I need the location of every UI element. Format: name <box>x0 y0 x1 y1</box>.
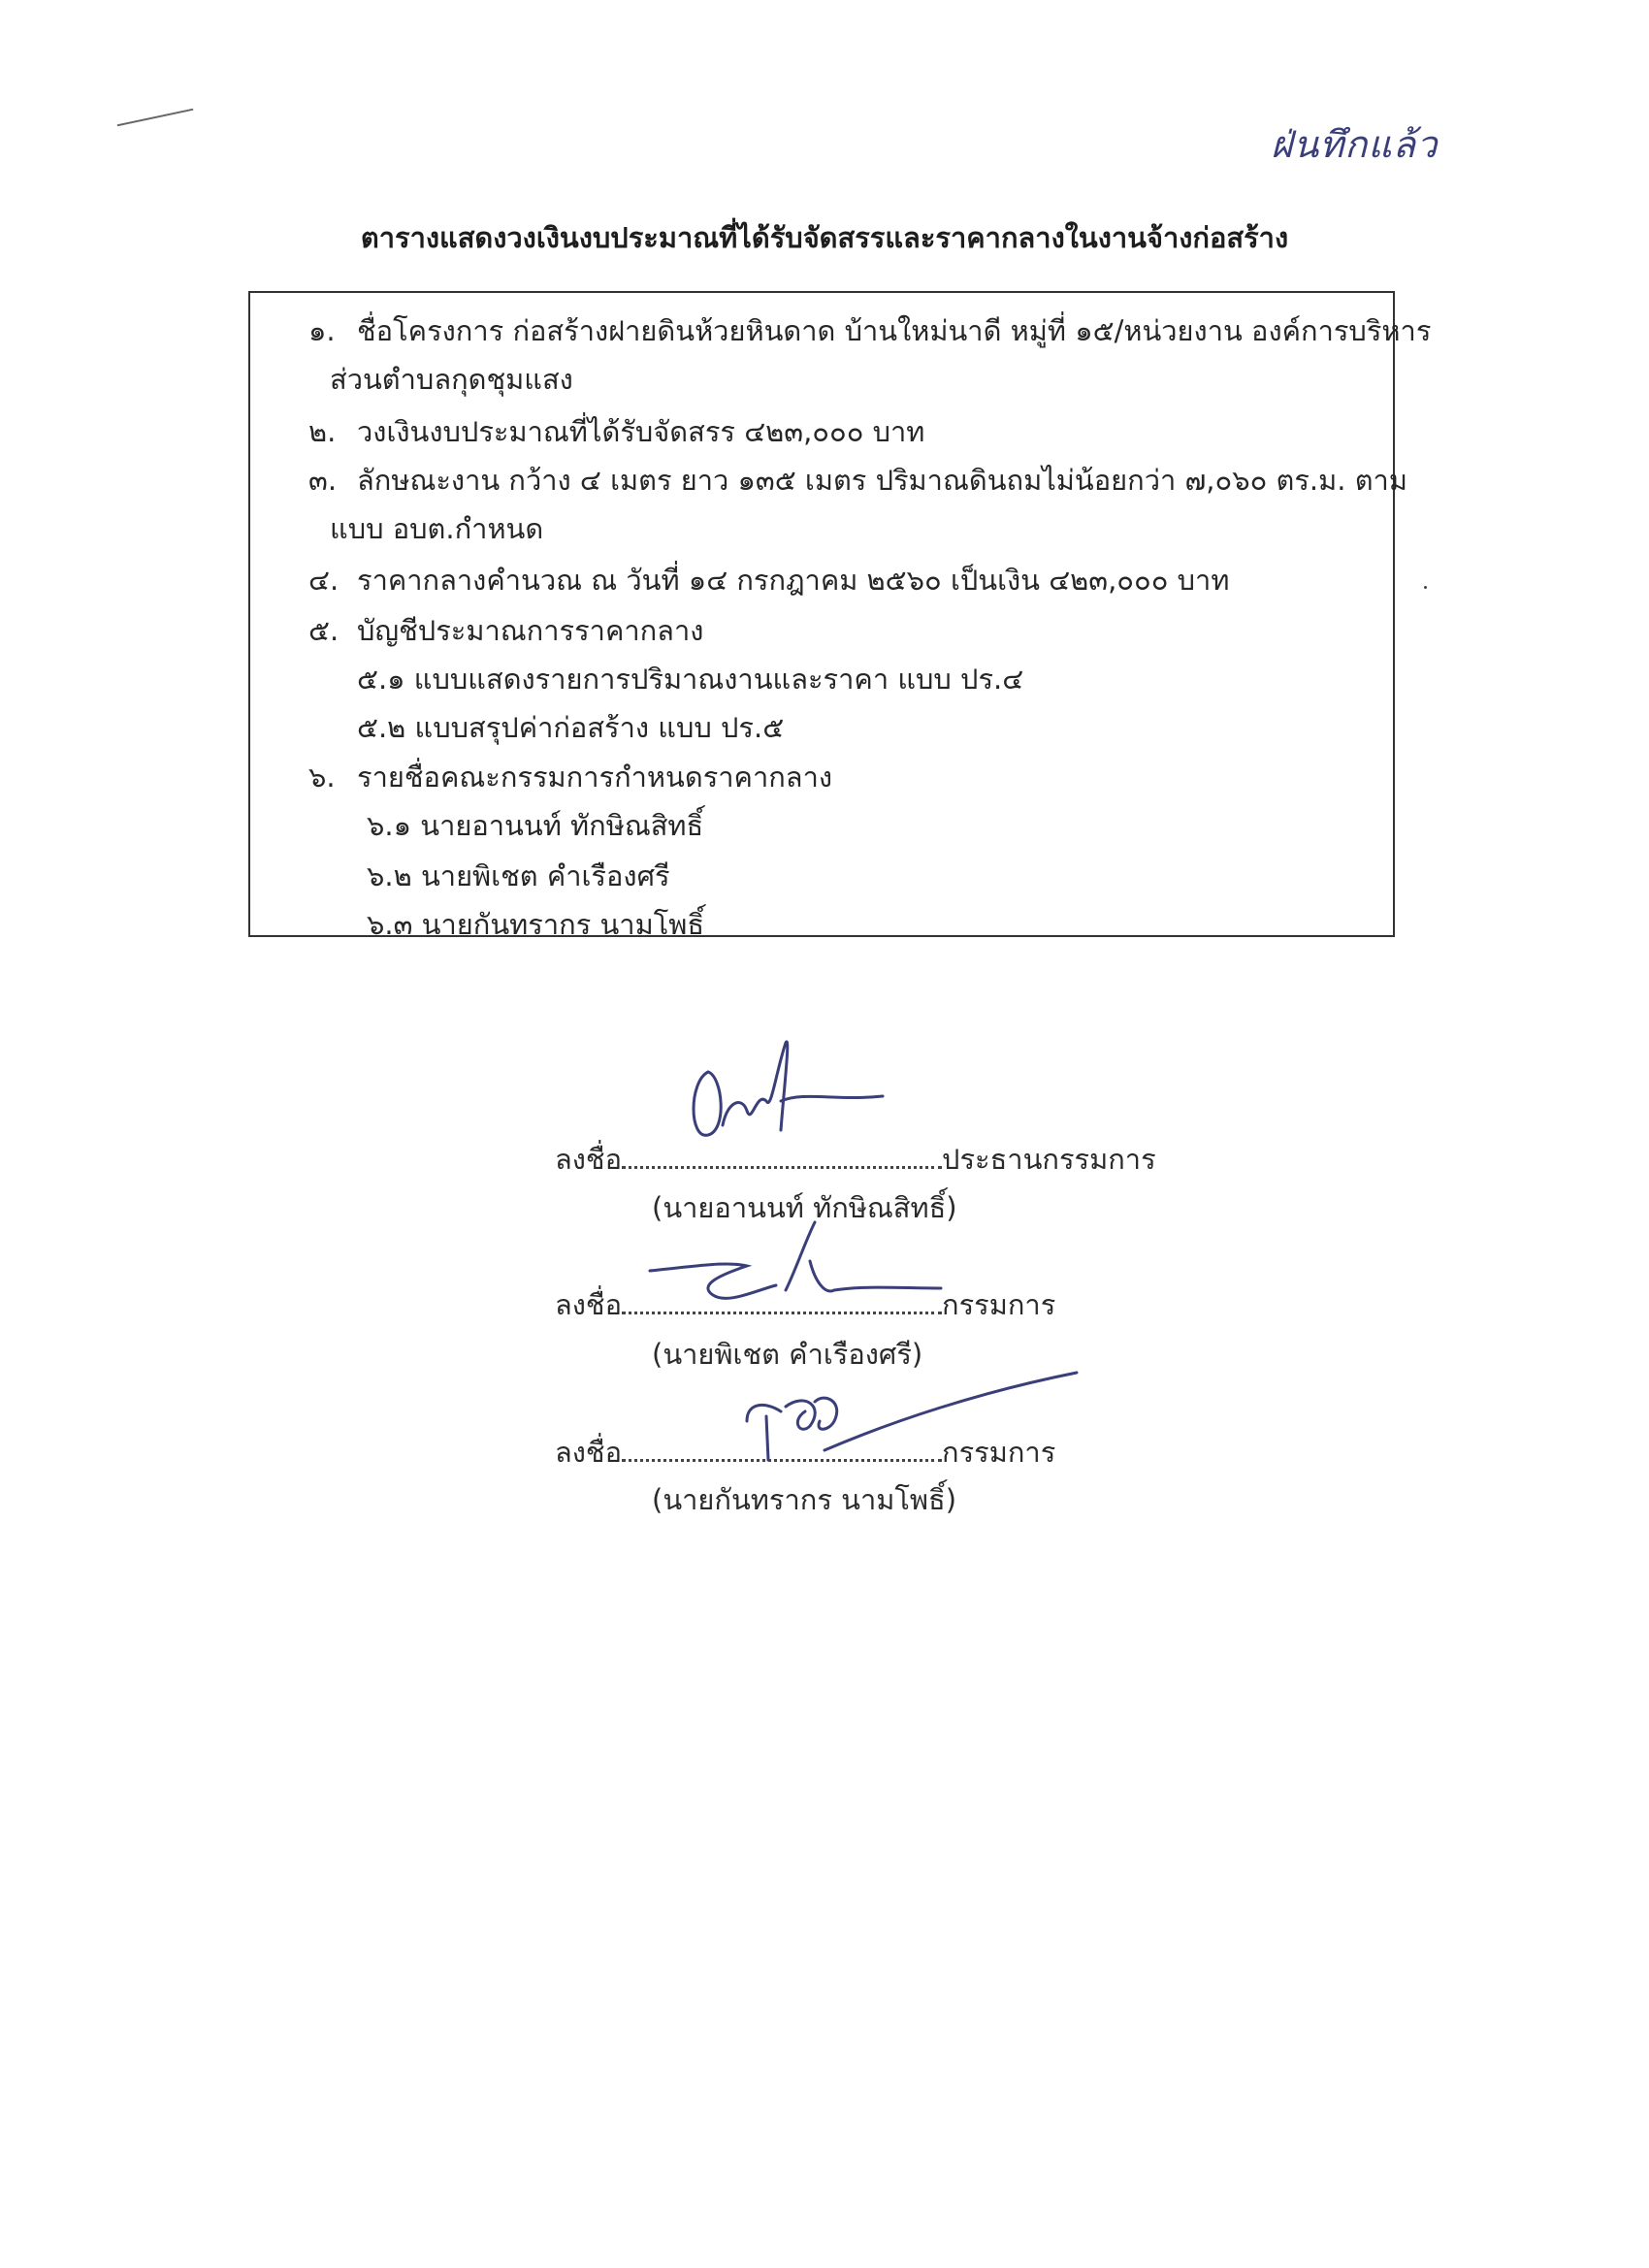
signature-2-scribble <box>640 1213 951 1319</box>
signer-2-role: กรรมการ <box>942 1288 1056 1321</box>
item-4-line-1: ราคากลางคำนวณ ณ วันที่ ๑๔ กรกฎาคม ๒๕๖๐ เป็นเงิน ๔๒๓,๐๐๐ บาท <box>357 564 1230 597</box>
item-6-number: ๖. <box>308 761 336 794</box>
item-6-line-1: รายชื่อคณะกรรมการกำหนดราคากลาง <box>357 761 833 794</box>
item-1-number: ๑. <box>308 314 336 347</box>
signature-3-scribble <box>737 1363 1086 1489</box>
scan-speck <box>1424 586 1427 589</box>
item-3-line-1: ลักษณะงาน กว้าง ๔ เมตร ยาว ๑๓๕ เมตร ปริมาณดินถมไม่น้อยกว่า ๗,๐๖๐ ตร.ม. ตาม <box>357 464 1407 497</box>
item-2-number: ๒. <box>308 415 337 448</box>
item-5-line-1: บัญชีประมาณการราคากลาง <box>357 614 704 647</box>
signer-1-role: ประธานกรรมการ <box>942 1143 1156 1176</box>
item-6-sub-1: ๖.๑ นายอานนท์ ทักษิณสิทธิ์ <box>367 809 704 842</box>
signature-1-scribble <box>669 1033 902 1179</box>
signer-2-name: (นายพิเชต คำเรืองศรี) <box>652 1338 923 1371</box>
sign-prefix-1: ลงชื่อ <box>555 1143 623 1176</box>
signer-1-name: (นายอานนท์ ทักษิณสิทธิ์) <box>652 1191 957 1224</box>
item-5-sub-1: ๕.๑ แบบแสดงรายการปริมาณงานและราคา แบบ ปร.๔ <box>357 663 1024 696</box>
item-5-number: ๕. <box>308 614 340 647</box>
handwritten-note: ฝ่นทึกแล้ว <box>1271 123 1439 166</box>
item-1-line-1: ชื่อโครงการ ก่อสร้างฝายดินห้วยหินดาด บ้านใหม่นาดี หมู่ที่ ๑๕/หน่วยงาน องค์การบริหาร <box>357 314 1432 347</box>
item-2-line-1: วงเงินงบประมาณที่ได้รับจัดสรร ๔๒๓,๐๐๐ บาท <box>357 415 925 448</box>
signer-3-role: กรรมการ <box>942 1436 1056 1469</box>
signer-3-name: (นายกันทรากร นามโพธิ์) <box>652 1483 957 1516</box>
sign-prefix-3: ลงชื่อ <box>555 1436 623 1469</box>
item-3-line-2: แบบ อบต.กำหนด <box>330 512 544 545</box>
document-title: ตารางแสดงวงเงินงบประมาณที่ได้รับจัดสรรและราคากลางในงานจ้างก่อสร้าง <box>360 221 1289 254</box>
item-6-sub-2: ๖.๒ นายพิเชต คำเรืองศรี <box>367 859 670 892</box>
item-1-line-2: ส่วนตำบลกุดชุมแสง <box>330 363 573 396</box>
item-4-number: ๔. <box>308 564 340 597</box>
sign-prefix-2: ลงชื่อ <box>555 1288 623 1321</box>
item-6-sub-3: ๖.๓ นายกันทรากร นามโพธิ์ <box>367 908 705 941</box>
item-3-number: ๓. <box>308 464 338 497</box>
margin-dash-mark <box>117 109 194 127</box>
item-5-sub-2: ๕.๒ แบบสรุปค่าก่อสร้าง แบบ ปร.๕ <box>357 711 785 744</box>
